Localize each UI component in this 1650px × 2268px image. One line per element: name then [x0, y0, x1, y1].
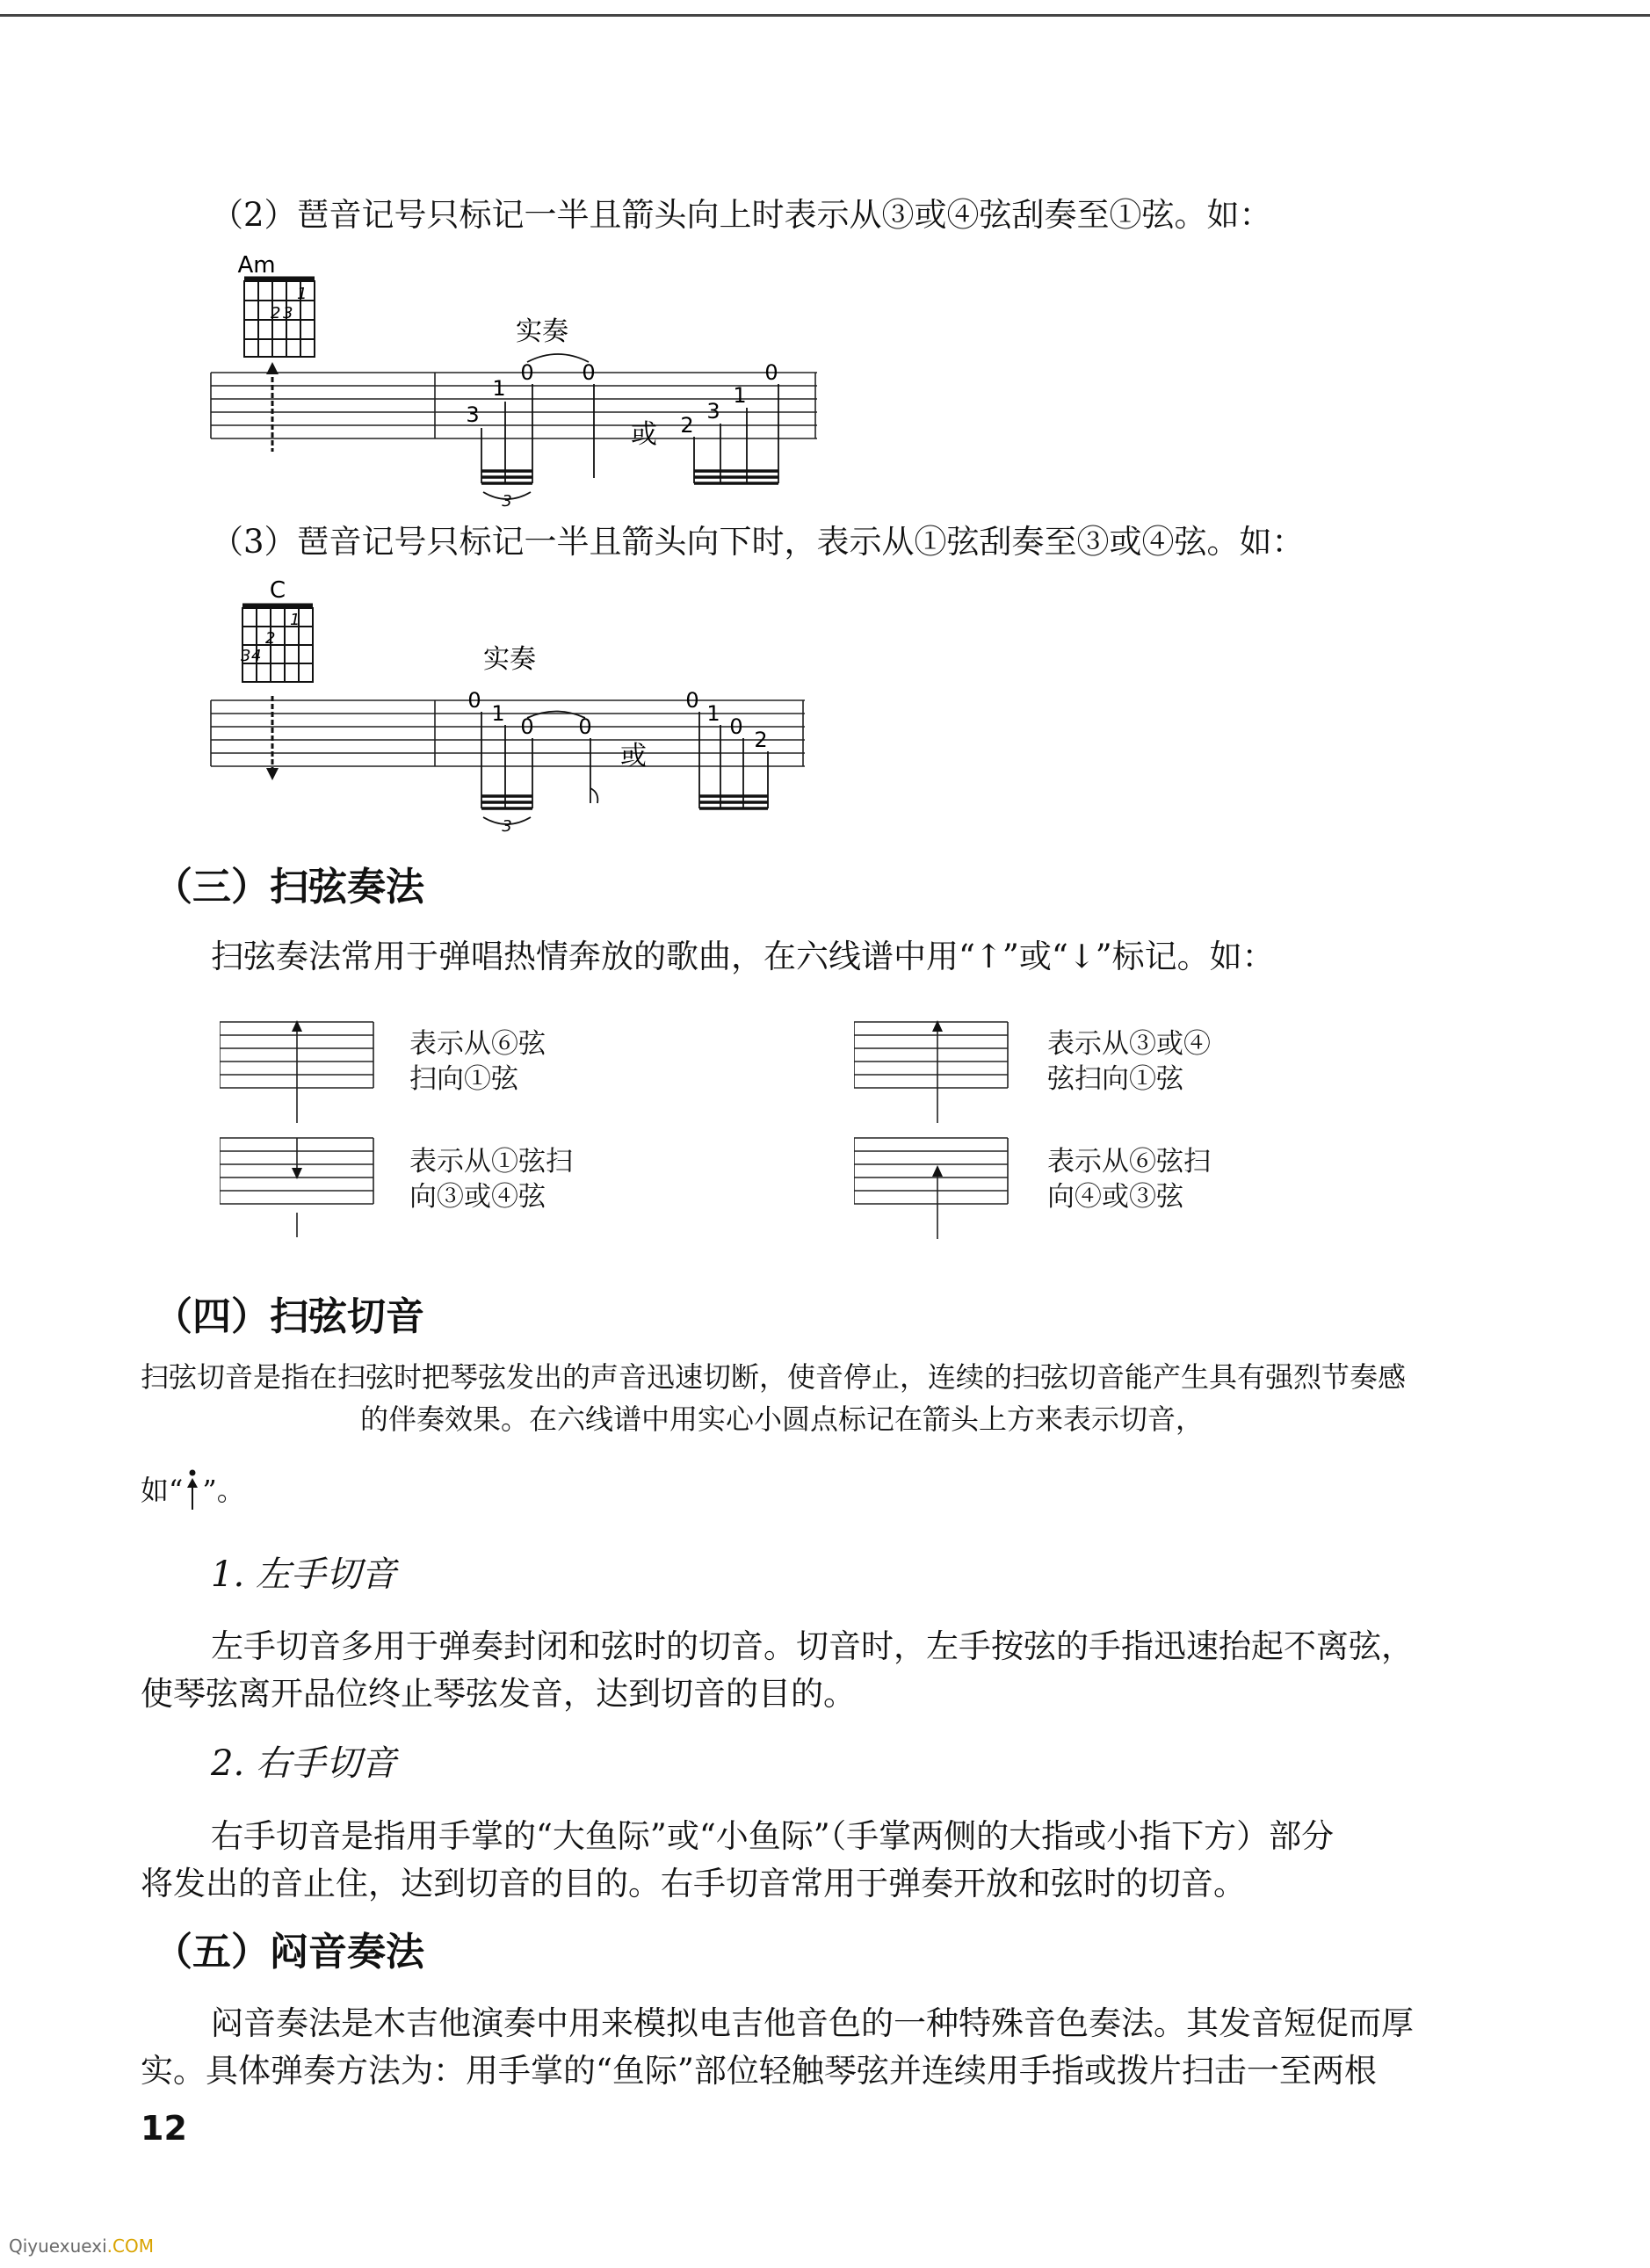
- text-arpeggio-down: （3）琶音记号只标记一半且箭头向下时，表示从①弦刮奏至③或④弦。如：: [211, 523, 1305, 561]
- strum-note-2: 表示从③或④ 弦扫向①弦: [1047, 1028, 1211, 1095]
- shizou-label-1: 实奏: [516, 316, 568, 347]
- tab-example-1: [202, 248, 817, 511]
- strum-diagram-up-6-to-1: [220, 1018, 378, 1127]
- strum-note-1: 表示从⑥弦 扫向①弦: [409, 1028, 546, 1095]
- subheading-left-hand-mute: 1. 左手切音: [211, 1554, 396, 1595]
- text-palm-mute-1: 闷音奏法是木吉他演奏中用来模拟电吉他音色的一种特殊音色奏法。其发音短促而厚: [211, 2004, 1414, 2042]
- chord-name-am: Am: [237, 252, 276, 279]
- svg-text:1: 1: [706, 701, 720, 726]
- watermark-suffix: .COM: [106, 2235, 154, 2257]
- svg-text:0: 0: [520, 360, 534, 385]
- svg-text:1: 1: [290, 611, 300, 629]
- strum-note-3: 表示从①弦扫 向③或④弦: [409, 1146, 573, 1213]
- svg-text:1: 1: [492, 376, 506, 401]
- svg-text:0: 0: [467, 688, 481, 713]
- tab-numbers-2: [467, 688, 767, 752]
- svg-text:1: 1: [733, 383, 747, 408]
- text-palm-mute-2: 实。具体弹奏方法为：用手掌的“鱼际”部位轻触琴弦并连续用手指或拨片扫击一至两根: [141, 2052, 1377, 2090]
- mute-example: 如“ ”。: [141, 1469, 245, 1511]
- svg-text:2: 2: [754, 728, 768, 752]
- heading-strumming: （三）扫弦奏法: [154, 865, 424, 909]
- subheading-right-hand-mute: 2. 右手切音: [211, 1743, 396, 1784]
- svg-text:2: 2: [265, 629, 276, 648]
- svg-text:0: 0: [685, 688, 699, 713]
- svg-text:0: 0: [520, 714, 534, 739]
- svg-text:0: 0: [729, 714, 743, 739]
- chord-diagram-c: [242, 605, 313, 682]
- strum-diagram-up-6-to-4: [854, 1134, 1012, 1243]
- arpeggio-down-mark: [266, 696, 279, 780]
- page-number: 12: [141, 2109, 187, 2148]
- svg-text:1: 1: [491, 701, 505, 726]
- triplet-mark-1: 3: [502, 492, 512, 511]
- strum-diagram-down-1-to-3: [220, 1134, 378, 1243]
- svg-text:2: 2: [680, 413, 694, 438]
- text-arpeggio-up: （2）琶音记号只标记一半且箭头向上时表示从③或④弦刮奏至①弦。如：: [211, 196, 1272, 234]
- mute-arrow-icon: [183, 1469, 202, 1511]
- text-right-hand-mute-2: 将发出的音止住，达到切音的目的。右手切音常用于弹奏开放和弦时的切音。: [141, 1865, 1246, 1902]
- tab-staff-1: [211, 373, 817, 438]
- shizou-label-2: 实奏: [483, 644, 536, 675]
- svg-text:1: 1: [297, 285, 308, 303]
- chord-name-c: C: [269, 577, 286, 604]
- svg-text:2: 2: [271, 304, 281, 322]
- or-label-1: 或: [631, 419, 657, 450]
- text-right-hand-mute-1: 右手切音是指用手掌的“大鱼际”或“小鱼际”（手掌两侧的大指或小指下方）部分: [211, 1817, 1335, 1855]
- or-label-2: 或: [620, 741, 647, 772]
- top-rule: [0, 14, 1650, 17]
- text-strumming-intro: 扫弦奏法常用于弹唱热情奔放的歌曲，在六线谱中用“↑”或“↓”标记。如：: [211, 938, 1275, 975]
- text-strum-mute-line2: 的伴奏效果。在六线谱中用实心小圆点标记在箭头上方来表示切音，: [360, 1402, 1205, 1436]
- svg-text:4: 4: [251, 647, 262, 665]
- text-left-hand-mute-1: 左手切音多用于弹奏封闭和弦时的切音。切音时，左手按弦的手指迅速抬起不离弦，: [211, 1627, 1414, 1665]
- text-strum-mute-line1: 扫弦切音是指在扫弦时把琴弦发出的声音迅速切断，使音停止，连续的扫弦切音能产生具有强烈节奏感: [141, 1360, 1407, 1394]
- strum-note-4: 表示从⑥弦扫 向④或③弦: [1047, 1146, 1211, 1213]
- svg-text:3: 3: [466, 402, 480, 427]
- svg-text:0: 0: [578, 714, 592, 739]
- svg-text:0: 0: [764, 360, 778, 385]
- tab-example-2: [202, 573, 817, 837]
- text-left-hand-mute-2: 使琴弦离开品位终止琴弦发音，达到切音的目的。: [141, 1675, 856, 1713]
- svg-text:3: 3: [283, 304, 293, 322]
- watermark: [9, 2235, 154, 2257]
- svg-text:3: 3: [241, 647, 251, 665]
- triplet-mark-2: 3: [502, 817, 512, 836]
- heading-palm-mute: （五）闷音奏法: [154, 1930, 424, 1975]
- watermark-site: Qiyuexuexi: [9, 2235, 107, 2257]
- heading-strum-mute: （四）扫弦切音: [154, 1294, 424, 1339]
- strum-diagram-up-3-to-1: [854, 1018, 1012, 1127]
- svg-text:0: 0: [582, 360, 596, 385]
- svg-text:3: 3: [706, 399, 720, 424]
